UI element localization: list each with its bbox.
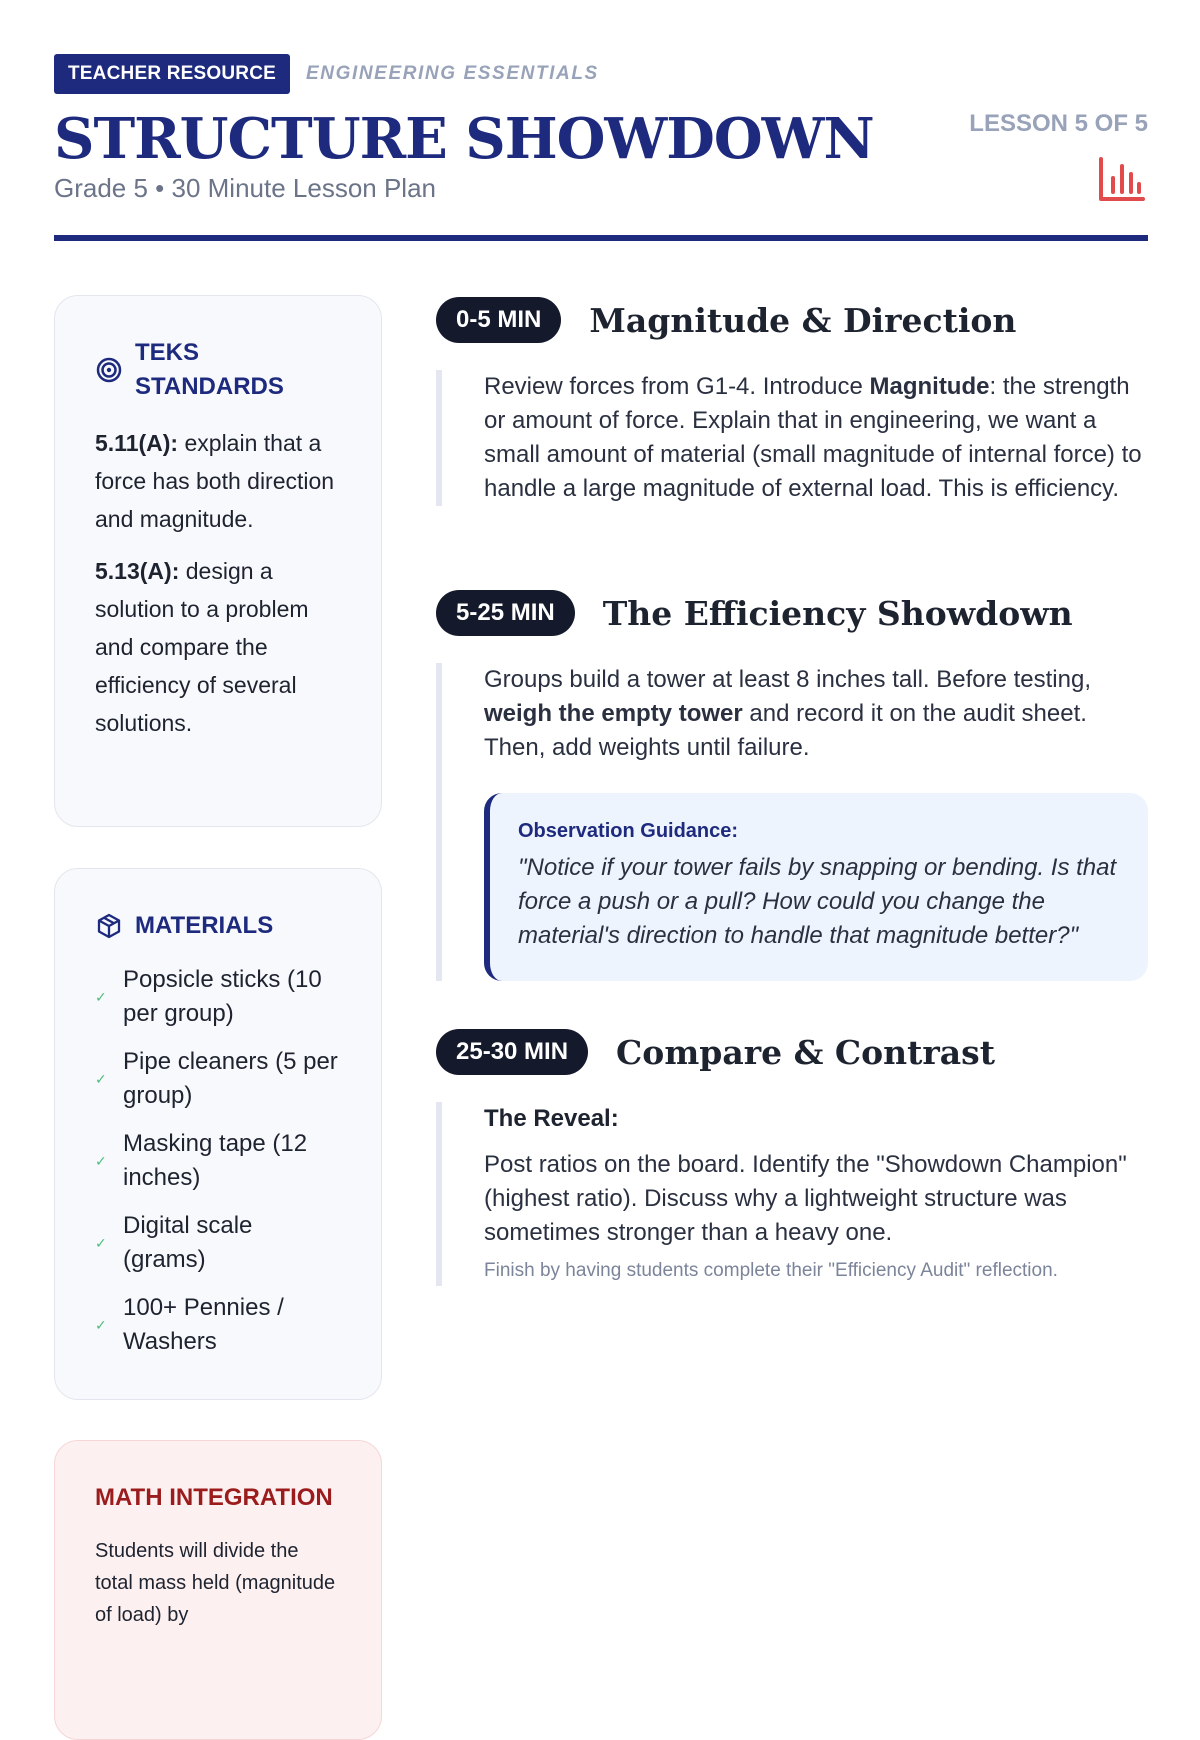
section-paragraph (484, 370, 1148, 506)
check-icon: ✓ (95, 1071, 107, 1087)
bold-term: weigh the empty tower (484, 700, 743, 727)
section-header (436, 589, 1148, 637)
guidance-quote: "Notice if your tower fails by snapping or bending. Is that force a push or a pull? How could you change the material's direction to handle that magnitude better?" (518, 854, 1117, 949)
standard-text: design a solution to a problem and compare the efficiency of several solutions. (95, 558, 309, 736)
section-body (436, 663, 1148, 981)
bold-term: Magnitude (869, 373, 990, 400)
text-run: and record it on the audit sheet. Then, add weights until failure. (484, 700, 1087, 761)
material-label: 100+ Pennies / Washers (123, 1294, 284, 1355)
section-header (436, 296, 1148, 344)
material-label: Pipe cleaners (5 per group) (123, 1048, 338, 1109)
standard-code: 5.11(A): (95, 430, 179, 456)
teks-standards-card (54, 295, 382, 827)
time-pill: 0-5 MIN (436, 297, 561, 343)
box-icon (95, 912, 123, 940)
list-item (95, 1209, 341, 1277)
section-body (436, 370, 1148, 506)
guidance-label: Observation Guidance: (518, 820, 739, 842)
list-item (95, 1291, 341, 1359)
section-title: Magnitude & Direction (589, 300, 1017, 340)
section-paragraph: Post ratios on the board. Identify the "Showdown Champion" (highest ratio). Discuss why a lightweight structure was sometimes stronger than a heavy one. (484, 1151, 1127, 1246)
check-icon: ✓ (95, 1235, 107, 1251)
section-note: Finish by having students complete their "Efficiency Audit" reflection. (484, 1260, 1058, 1281)
text-run: Groups build a tower at least 8 inches tall. Before testing, (484, 666, 1091, 693)
math-text: Students will divide the total mass held (magnitude of load) by (95, 1540, 336, 1626)
text-run: Review forces from G1-4. Introduce (484, 373, 870, 400)
standard-code: 5.13(A): (95, 558, 180, 584)
list-item (95, 963, 341, 1031)
observation-guidance-callout (484, 793, 1148, 981)
material-label: Masking tape (12 inches) (123, 1130, 308, 1191)
material-label: Digital scale (grams) (123, 1212, 253, 1273)
materials-heading-label: MATERIALS (135, 912, 274, 939)
check-icon: ✓ (95, 1153, 107, 1169)
materials-card (54, 868, 382, 1400)
list-item (95, 1045, 341, 1113)
standard-text: explain that a force has both direction and magnitude. (95, 430, 335, 532)
target-icon (95, 356, 123, 384)
section-magnitude-direction (436, 296, 1148, 506)
resource-badge: TEACHER RESOURCE (54, 54, 290, 94)
materials-list (95, 963, 341, 1359)
course-kicker: ENGINEERING ESSENTIALS (306, 63, 599, 84)
time-pill: 25-30 MIN (436, 1029, 588, 1075)
section-body (436, 1102, 1148, 1286)
section-title: Compare & Contrast (616, 1032, 995, 1072)
section-efficiency-showdown (436, 589, 1148, 981)
page-header (54, 54, 1148, 241)
check-icon: ✓ (95, 989, 107, 1005)
time-pill: 5-25 MIN (436, 590, 575, 636)
bar-chart-icon (1098, 156, 1146, 202)
standards-heading (95, 336, 341, 404)
lesson-indicator: LESSON 5 OF 5 (969, 110, 1148, 137)
math-integration-card (54, 1440, 382, 1740)
text-run: : the strength or amount of force. Explain that in engineering, we want a small amount of material (small magnitude of internal force) to handle a large magnitude of external load. This is efficiency. (484, 373, 1142, 502)
section-compare-contrast (436, 1028, 1148, 1286)
math-heading: MATH INTEGRATION (95, 1484, 333, 1511)
page-title: STRUCTURE SHOWDOWN (54, 106, 874, 172)
materials-heading (95, 909, 341, 943)
section-title: The Efficiency Showdown (602, 593, 1073, 633)
page-subtitle: Grade 5 • 30 Minute Lesson Plan (54, 173, 437, 203)
list-item (95, 1127, 341, 1195)
material-label: Popsicle sticks (10 per group) (123, 966, 322, 1027)
standard-item (95, 552, 341, 742)
standards-heading-label: TEKS STANDARDS (135, 339, 284, 400)
section-paragraph (484, 663, 1148, 765)
reveal-label: The Reveal: (484, 1105, 619, 1132)
section-header (436, 1028, 1148, 1076)
check-icon: ✓ (95, 1317, 107, 1333)
standard-item (95, 424, 341, 538)
